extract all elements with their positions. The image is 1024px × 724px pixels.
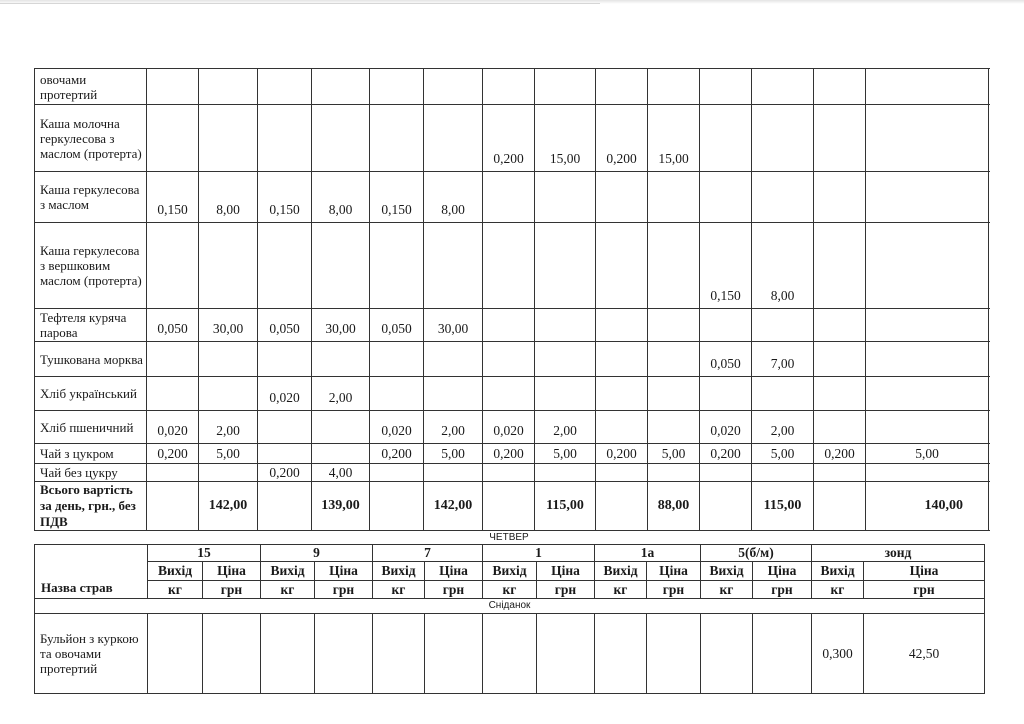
output-cell <box>373 614 425 694</box>
output-cell: 0,200 <box>700 444 752 464</box>
price-header: Ціна <box>315 562 373 581</box>
output-cell: 0,200 <box>370 444 424 464</box>
output-cell <box>814 105 866 172</box>
dish-name: Хліб український <box>35 377 147 411</box>
output-cell <box>483 69 535 105</box>
price-cell: 5,00 <box>866 444 989 464</box>
dish-name: Чай без цукру <box>35 464 147 482</box>
price-cell: 2,00 <box>424 411 483 444</box>
diet-header-5bm: 5(б/м) <box>701 545 812 562</box>
unit-kg: кг <box>595 581 647 599</box>
output-cell <box>483 342 535 377</box>
price-cell <box>752 105 814 172</box>
output-cell <box>814 377 866 411</box>
price-header: Ціна <box>753 562 812 581</box>
diet-header-row <box>35 545 985 562</box>
price-cell <box>535 69 596 105</box>
price-cell <box>866 69 989 105</box>
output-cell: 0,050 <box>258 309 312 342</box>
diet-header-1a: 1а <box>595 545 701 562</box>
output-cell <box>370 377 424 411</box>
output-cell <box>370 223 424 309</box>
total-empty-cell <box>814 482 866 531</box>
output-cell <box>814 464 866 482</box>
output-cell <box>700 464 752 482</box>
output-cell: 0,150 <box>370 172 424 223</box>
dish-name: Чай з цукром <box>35 444 147 464</box>
output-cell <box>814 172 866 223</box>
output-cell: 0,150 <box>147 172 199 223</box>
unit-kg: кг <box>148 581 203 599</box>
price-cell <box>537 614 595 694</box>
price-cell <box>199 105 258 172</box>
price-cell <box>312 69 370 105</box>
price-cell <box>648 69 700 105</box>
output-cell <box>483 464 535 482</box>
unit-kg: кг <box>261 581 315 599</box>
output-cell <box>483 377 535 411</box>
output-cell: 0,020 <box>483 411 535 444</box>
total-empty-cell <box>370 482 424 531</box>
output-header: Вихід <box>373 562 425 581</box>
dish-name: Каша геркулесова з маслом <box>35 172 147 223</box>
price-cell <box>752 172 814 223</box>
output-cell <box>147 377 199 411</box>
output-cell: 0,150 <box>700 223 752 309</box>
dish-name: Каша геркулесова з вершковим маслом (протерта) <box>35 223 147 309</box>
table-row <box>35 69 989 105</box>
diet-header-7: 7 <box>373 545 483 562</box>
output-cell <box>596 342 648 377</box>
price-cell: 30,00 <box>199 309 258 342</box>
price-cell: 8,00 <box>424 172 483 223</box>
output-cell <box>483 309 535 342</box>
dish-name: Хліб пшеничний <box>35 411 147 444</box>
unit-uah: грн <box>537 581 595 599</box>
price-cell <box>199 69 258 105</box>
total-value: 115,00 <box>535 482 596 531</box>
dish-name: Каша молочна геркулесова з маслом (протерта) <box>35 105 147 172</box>
price-cell <box>535 223 596 309</box>
price-header: Ціна <box>537 562 595 581</box>
total-empty-cell <box>700 482 752 531</box>
price-cell <box>199 223 258 309</box>
price-cell: 2,00 <box>535 411 596 444</box>
output-cell <box>596 69 648 105</box>
price-cell <box>535 377 596 411</box>
output-cell: 0,200 <box>483 105 535 172</box>
price-cell: 15,00 <box>535 105 596 172</box>
unit-uah: грн <box>425 581 483 599</box>
price-cell <box>535 172 596 223</box>
price-cell: 5,00 <box>535 444 596 464</box>
price-cell <box>648 172 700 223</box>
price-cell: 2,00 <box>199 411 258 444</box>
output-cell <box>814 223 866 309</box>
output-header: Вихід <box>261 562 315 581</box>
unit-uah: грн <box>315 581 373 599</box>
total-empty-cell <box>596 482 648 531</box>
price-cell: 5,00 <box>648 444 700 464</box>
total-empty-cell <box>258 482 312 531</box>
output-cell: 0,020 <box>258 377 312 411</box>
output-cell: 0,020 <box>700 411 752 444</box>
price-cell <box>203 614 261 694</box>
price-cell <box>752 464 814 482</box>
price-cell: 8,00 <box>312 172 370 223</box>
price-cell <box>648 342 700 377</box>
price-cell <box>199 342 258 377</box>
price-cell <box>752 377 814 411</box>
total-value: 88,00 <box>648 482 700 531</box>
total-row <box>35 482 989 531</box>
table-row <box>35 172 989 223</box>
price-cell <box>648 223 700 309</box>
output-cell: 0,200 <box>596 105 648 172</box>
total-value: 142,00 <box>199 482 258 531</box>
price-cell <box>648 411 700 444</box>
output-cell <box>596 411 648 444</box>
output-cell: 0,200 <box>596 444 648 464</box>
section-row <box>35 599 985 614</box>
output-cell: 0,050 <box>370 309 424 342</box>
output-header: Вихід <box>483 562 537 581</box>
table-row <box>35 614 985 694</box>
output-cell <box>700 69 752 105</box>
table-row <box>35 444 989 464</box>
price-header: Ціна <box>425 562 483 581</box>
price-cell: 30,00 <box>312 309 370 342</box>
scan-line <box>0 3 600 4</box>
output-cell <box>370 69 424 105</box>
output-cell <box>483 614 537 694</box>
output-cell: 0,050 <box>700 342 752 377</box>
unit-uah: грн <box>864 581 985 599</box>
total-empty-cell <box>147 482 199 531</box>
output-cell <box>147 342 199 377</box>
output-cell <box>370 342 424 377</box>
price-cell <box>647 614 701 694</box>
price-cell <box>424 342 483 377</box>
output-cell <box>258 69 312 105</box>
price-cell <box>199 377 258 411</box>
day-title: ЧЕТВЕР <box>34 530 984 545</box>
output-cell <box>700 105 752 172</box>
price-cell <box>424 105 483 172</box>
section-breakfast: Сніданок <box>35 599 985 614</box>
price-header: Ціна <box>864 562 985 581</box>
price-cell <box>315 614 373 694</box>
output-cell <box>700 377 752 411</box>
unit-row <box>35 581 985 599</box>
price-header: Ціна <box>203 562 261 581</box>
price-cell <box>648 309 700 342</box>
price-cell <box>866 377 989 411</box>
total-value: 140,00 <box>866 482 989 531</box>
price-cell <box>424 377 483 411</box>
price-cell <box>312 105 370 172</box>
table-row <box>35 309 989 342</box>
total-label: Всього вартість за день, грн., без ПДВ <box>35 482 147 531</box>
output-cell <box>261 614 315 694</box>
output-cell: 0,020 <box>147 411 199 444</box>
dish-name: Тефтеля куряча парова <box>35 309 147 342</box>
output-cell: 0,200 <box>258 464 312 482</box>
price-cell <box>752 69 814 105</box>
price-cell: 5,00 <box>199 444 258 464</box>
price-cell <box>312 223 370 309</box>
price-cell: 2,00 <box>312 377 370 411</box>
output-cell <box>258 223 312 309</box>
output-cell <box>596 464 648 482</box>
output-cell: 0,020 <box>370 411 424 444</box>
table-row <box>35 105 989 172</box>
price-cell: 5,00 <box>424 444 483 464</box>
unit-uah: грн <box>753 581 812 599</box>
price-cell <box>424 464 483 482</box>
output-cell <box>814 69 866 105</box>
output-cell <box>814 411 866 444</box>
output-cell <box>147 69 199 105</box>
output-cell <box>147 464 199 482</box>
dish-name: Бульйон з куркою та овочами протертий <box>35 614 148 694</box>
dish-name: Тушкована морква <box>35 342 147 377</box>
output-cell <box>147 105 199 172</box>
name-column-header: Назва страв <box>35 545 148 599</box>
unit-kg: кг <box>373 581 425 599</box>
table-row <box>35 342 989 377</box>
price-cell <box>753 614 812 694</box>
output-header: Вихід <box>701 562 753 581</box>
output-cell <box>596 377 648 411</box>
output-cell: 0,200 <box>147 444 199 464</box>
output-cell <box>147 223 199 309</box>
output-cell <box>483 172 535 223</box>
price-cell <box>535 309 596 342</box>
price-cell <box>425 614 483 694</box>
table-row <box>35 464 989 482</box>
output-cell <box>258 411 312 444</box>
output-cell: 0,200 <box>483 444 535 464</box>
output-cell <box>258 444 312 464</box>
price-cell <box>866 411 989 444</box>
output-cell <box>596 223 648 309</box>
output-cell <box>700 172 752 223</box>
diet-header-zond: зонд <box>812 545 985 562</box>
price-cell <box>535 464 596 482</box>
dish-name: овочами протертий <box>35 69 147 105</box>
total-value: 115,00 <box>752 482 814 531</box>
price-cell <box>648 464 700 482</box>
output-header: Вихід <box>595 562 647 581</box>
unit-kg: кг <box>483 581 537 599</box>
output-cell: 0,300 <box>812 614 864 694</box>
total-value: 142,00 <box>424 482 483 531</box>
price-cell <box>752 309 814 342</box>
price-cell <box>648 377 700 411</box>
sub-header-row <box>35 562 985 581</box>
output-cell: 0,050 <box>147 309 199 342</box>
price-cell: 8,00 <box>752 223 814 309</box>
price-cell <box>535 342 596 377</box>
output-cell <box>700 309 752 342</box>
output-cell <box>596 172 648 223</box>
price-cell <box>866 464 989 482</box>
price-cell <box>866 223 989 309</box>
price-cell <box>312 342 370 377</box>
diet-header-15: 15 <box>148 545 261 562</box>
price-cell <box>424 223 483 309</box>
menu-table-top <box>34 68 989 531</box>
output-cell <box>258 342 312 377</box>
price-cell <box>866 105 989 172</box>
output-cell <box>370 464 424 482</box>
price-cell: 4,00 <box>312 464 370 482</box>
price-cell <box>866 309 989 342</box>
price-cell <box>866 172 989 223</box>
output-cell <box>701 614 753 694</box>
price-cell: 2,00 <box>752 411 814 444</box>
output-cell <box>814 342 866 377</box>
total-value: 139,00 <box>312 482 370 531</box>
output-header: Вихід <box>148 562 203 581</box>
price-cell <box>312 444 370 464</box>
table-row <box>35 223 989 309</box>
output-cell <box>370 105 424 172</box>
diet-header-1: 1 <box>483 545 595 562</box>
price-cell <box>199 464 258 482</box>
unit-uah: грн <box>647 581 701 599</box>
output-header: Вихід <box>812 562 864 581</box>
price-cell: 42,50 <box>864 614 985 694</box>
price-cell <box>424 69 483 105</box>
price-cell: 30,00 <box>424 309 483 342</box>
unit-kg: кг <box>812 581 864 599</box>
table-row <box>35 411 989 444</box>
price-header: Ціна <box>647 562 701 581</box>
output-cell <box>258 105 312 172</box>
output-cell <box>483 223 535 309</box>
output-cell: 0,150 <box>258 172 312 223</box>
output-cell <box>148 614 203 694</box>
price-cell: 7,00 <box>752 342 814 377</box>
unit-uah: грн <box>203 581 261 599</box>
price-cell <box>866 342 989 377</box>
output-cell <box>814 309 866 342</box>
diet-header-9: 9 <box>261 545 373 562</box>
price-cell: 5,00 <box>752 444 814 464</box>
price-cell: 15,00 <box>648 105 700 172</box>
output-cell: 0,200 <box>814 444 866 464</box>
table-row <box>35 377 989 411</box>
price-cell: 8,00 <box>199 172 258 223</box>
output-cell <box>595 614 647 694</box>
unit-kg: кг <box>701 581 753 599</box>
total-empty-cell <box>483 482 535 531</box>
price-cell <box>312 411 370 444</box>
output-cell <box>596 309 648 342</box>
menu-table-bottom <box>34 544 985 694</box>
